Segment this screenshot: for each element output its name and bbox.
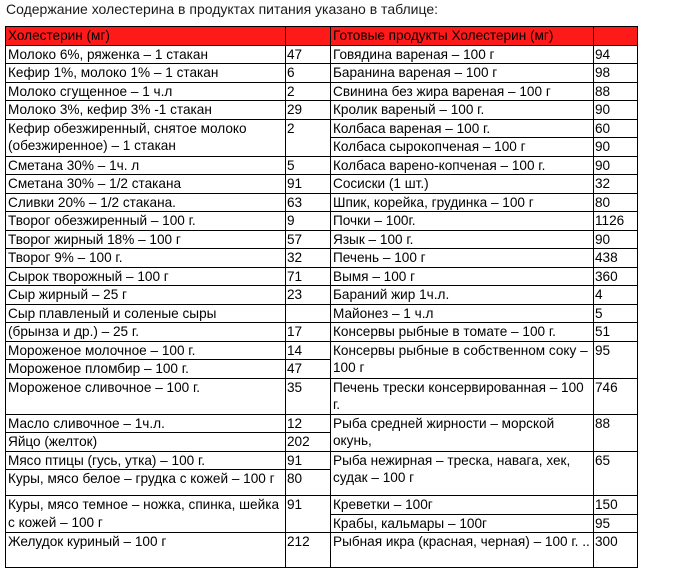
- header-left-num: [286, 27, 331, 46]
- right-value: 90: [594, 101, 638, 120]
- left-item: Масло сливочное – 1ч.л.: [6, 414, 286, 433]
- right-value: 88: [594, 414, 638, 451]
- table-row: [6, 533, 638, 568]
- left-value: 47: [286, 45, 331, 64]
- right-value: 360: [594, 267, 638, 286]
- table-row: [6, 156, 638, 175]
- table-row: [6, 304, 638, 323]
- left-item: Мороженое сливочное – 100 г.: [6, 378, 286, 414]
- left-item: Куры, мясо темное – ножка, спинка, шейка с кожей – 100 г: [6, 496, 286, 533]
- right-value: 150: [594, 496, 638, 515]
- table-row: [6, 249, 638, 268]
- left-item: Желудок куриный – 100 г: [6, 533, 286, 568]
- right-value: 300: [594, 533, 638, 568]
- left-value: 14: [286, 341, 331, 360]
- left-item: Молоко 6%, ряженка – 1 стакан: [6, 45, 286, 64]
- right-item: Консервы рыбные в собственном соку – 100 г: [331, 341, 594, 378]
- left-value: 2: [286, 82, 331, 101]
- right-item: Сосиски (1 шт.): [331, 175, 594, 194]
- right-value: 88: [594, 82, 638, 101]
- right-value: 65: [594, 451, 638, 496]
- left-item: Мороженое пломбир – 100 г.: [6, 360, 286, 379]
- right-value: 90: [594, 156, 638, 175]
- right-item: Бараний жир 1ч.л.: [331, 286, 594, 305]
- left-value: 202: [286, 433, 331, 452]
- right-item: Язык – 100 г.: [331, 230, 594, 249]
- right-item: Креветки – 100г: [331, 496, 594, 515]
- right-item: Свинина без жира вареная – 100 г: [331, 82, 594, 101]
- header-right-title: Готовые продукты Холестерин (мг): [331, 27, 594, 46]
- right-item: Почки – 100г.: [331, 212, 594, 231]
- table-row: [6, 175, 638, 194]
- header-right-num: [594, 27, 638, 46]
- right-item: Крабы, кальмары – 100г: [331, 514, 594, 533]
- left-value: 12: [286, 414, 331, 433]
- left-item: Кефир обезжиренный, снятое молоко (обезжиренное) – 1 стакан: [6, 119, 286, 156]
- left-value: 91: [286, 451, 331, 470]
- right-value: 32: [594, 175, 638, 194]
- table-row: [6, 45, 638, 64]
- right-item: Колбаса варено-копченая – 100 г.: [331, 156, 594, 175]
- table-row: [6, 286, 638, 305]
- right-item: Рыбная икра (красная, черная) – 100 г. ..: [331, 533, 594, 568]
- left-item: Кефир 1%, молоко 1% – 1 стакан: [6, 64, 286, 83]
- right-value: 1126: [594, 212, 638, 231]
- left-value: 5: [286, 156, 331, 175]
- right-item: Рыба нежирная – треска, навага, хек, судак – 100 г: [331, 451, 594, 496]
- left-item: Сметана 30% – 1/2 стакана: [6, 175, 286, 194]
- right-item: Вымя – 100 г: [331, 267, 594, 286]
- right-item: Говядина вареная – 100 г: [331, 45, 594, 64]
- left-value: 212: [286, 533, 331, 568]
- left-value: 80: [286, 470, 331, 496]
- right-item: Колбаса сырокопченая – 100 г: [331, 138, 594, 157]
- left-item: Молоко 3%, кефир 3% -1 стакан: [6, 101, 286, 120]
- left-value: 17: [286, 323, 331, 342]
- right-value: 4: [594, 286, 638, 305]
- cholesterol-table: [5, 26, 638, 568]
- right-item: Баранина вареная – 100 г: [331, 64, 594, 83]
- table-row: [6, 323, 638, 342]
- table-row: [6, 378, 638, 414]
- right-value: 90: [594, 230, 638, 249]
- left-value: 63: [286, 193, 331, 212]
- table-row: [6, 341, 638, 360]
- left-item: Творог жирный 18% – 100 г: [6, 230, 286, 249]
- left-item: Куры, мясо белое – грудка с кожей – 100 г: [6, 470, 286, 496]
- table-row: [6, 451, 638, 470]
- left-value: 47: [286, 360, 331, 379]
- left-item: Молоко сгущенное – 1 ч.л: [6, 82, 286, 101]
- right-item: Майонез – 1 ч.л: [331, 304, 594, 323]
- right-value: 90: [594, 138, 638, 157]
- right-value: 438: [594, 249, 638, 268]
- right-value: 746: [594, 378, 638, 414]
- right-item: Кролик вареный – 100 г.: [331, 101, 594, 120]
- table-row: [6, 230, 638, 249]
- left-item: Сливки 20% – 1/2 стакана.: [6, 193, 286, 212]
- left-value: 91: [286, 496, 331, 533]
- left-value: 2: [286, 119, 331, 156]
- left-value: 6: [286, 64, 331, 83]
- intro-text: Содержание холестерина в продуктах питания указано в таблице:: [6, 1, 439, 17]
- header-left-title: Холестерин (мг): [6, 27, 286, 46]
- table-row: [6, 267, 638, 286]
- left-item: Творог 9% – 100 г.: [6, 249, 286, 268]
- right-value: 94: [594, 45, 638, 64]
- right-value: 95: [594, 341, 638, 378]
- table-row: [6, 64, 638, 83]
- left-item: Творог обезжиренный – 100 г.: [6, 212, 286, 231]
- table-row: [6, 212, 638, 231]
- right-value: 60: [594, 119, 638, 138]
- left-item: (брынза и др.) – 25 г.: [6, 323, 286, 342]
- table-row: [6, 193, 638, 212]
- right-item: Печень – 100 г: [331, 249, 594, 268]
- left-item: Яйцо (желток): [6, 433, 286, 452]
- left-item: Сметана 30% – 1ч. л: [6, 156, 286, 175]
- left-value: 29: [286, 101, 331, 120]
- left-item: Сыр плавленый и соленые сыры: [6, 304, 286, 323]
- right-value: 5: [594, 304, 638, 323]
- left-value: 71: [286, 267, 331, 286]
- left-item: Сыр жирный – 25 г: [6, 286, 286, 305]
- left-item: Мороженое молочное – 100 г.: [6, 341, 286, 360]
- right-item: Консервы рыбные в томате – 100 г.: [331, 323, 594, 342]
- right-value: 80: [594, 193, 638, 212]
- left-value: 9: [286, 212, 331, 231]
- right-value: 98: [594, 64, 638, 83]
- left-value: [286, 304, 331, 323]
- left-value: 91: [286, 175, 331, 194]
- table-row: [6, 414, 638, 433]
- table-header-row: [6, 27, 638, 46]
- table-row: [6, 119, 638, 138]
- right-item: Колбаса вареная – 100 г.: [331, 119, 594, 138]
- table-row: [6, 101, 638, 120]
- right-value: 95: [594, 514, 638, 533]
- left-value: 23: [286, 286, 331, 305]
- right-item: Печень трески консервированная – 100 г.: [331, 378, 594, 414]
- table-row: [6, 82, 638, 101]
- right-item: Рыба средней жирности – морской окунь,: [331, 414, 594, 451]
- left-value: 32: [286, 249, 331, 268]
- right-item: Шпик, корейка, грудинка – 100 г: [331, 193, 594, 212]
- left-value: 57: [286, 230, 331, 249]
- left-value: 35: [286, 378, 331, 414]
- right-value: 51: [594, 323, 638, 342]
- left-item: Сырок творожный – 100 г: [6, 267, 286, 286]
- left-item: Мясо птицы (гусь, утка) – 100 г.: [6, 451, 286, 470]
- table-row: [6, 496, 638, 515]
